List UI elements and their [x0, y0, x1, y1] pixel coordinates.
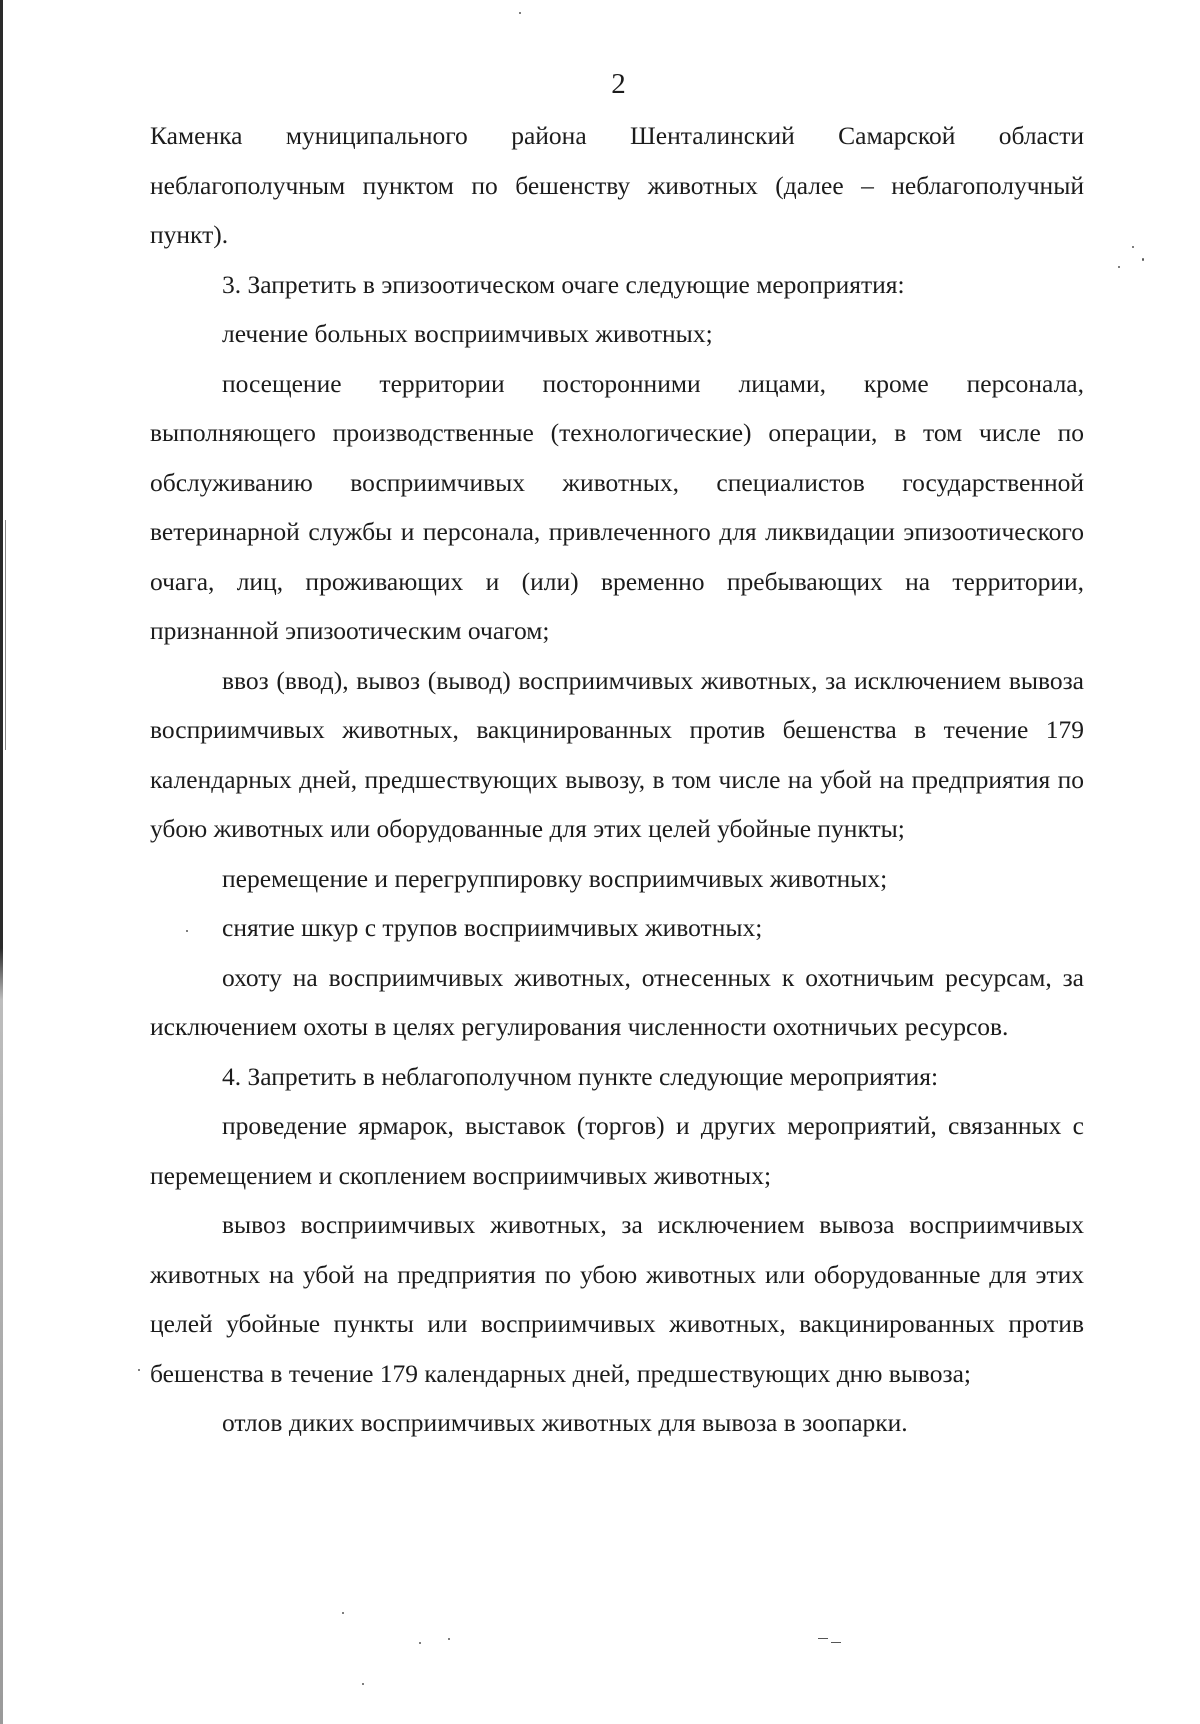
paragraph-item-4: 4. Запретить в неблагополучном пункте следующие мероприятия: [222, 1061, 939, 1091]
paragraph-item-4-capture: отлов диких восприимчивых животных для вывоза в зоопарки. [222, 1408, 908, 1437]
paragraph-item-3-hunting: охоту на восприимчивых животных, отнесенных к охотничьим ресурсам, за исключением охоты в целях регулирования численности охотничьих ресурсов. [150, 962, 1084, 1041]
paragraph-item-3-import-export: ввоз (ввод), вывоз (вывод) восприимчивых животных, за исключением вывоза восприимчивых животных, вакцинированных против бешенства в течение 179 календарных дней, предшествующих вывозу, в том числе на убой на предприятия по убою животных или оборудованные для этих целей убойные пункты; [150, 665, 1084, 843]
document-body [150, 111, 1084, 1448]
scan-speck [342, 1612, 344, 1614]
paragraph-continuation: Каменка муниципального района Шенталинский Самарской области неблагополучным пунктом по бешенству животных (далее – неблагополучный пункт). [150, 121, 1084, 249]
paragraph-item-3-treatment: лечение больных восприимчивых животных; [222, 319, 713, 348]
scan-speck [1118, 266, 1120, 268]
paragraph-item-3: 3. Запретить в эпизоотическом очаге следующие мероприятия: [222, 269, 905, 299]
scan-speck [519, 12, 521, 14]
scan-speck [1132, 246, 1134, 248]
scan-speck [448, 1638, 450, 1640]
scan-speck [818, 1638, 828, 1639]
paragraph-item-3-regrouping: перемещение и перегруппировку восприимчивых животных; [222, 863, 888, 893]
scan-speck [831, 1642, 841, 1643]
scan-speck [419, 1642, 421, 1644]
page-number: 2 [611, 68, 627, 100]
paragraph-item-3-skins: снятие шкур с трупов восприимчивых животных; [222, 913, 763, 942]
paragraph-item-4-fairs: проведение ярмарок, выставок (торгов) и других мероприятий, связанных с перемещением и скоплением восприимчивых животных; [150, 1111, 1084, 1190]
scan-speck [186, 930, 188, 932]
scan-speck [362, 1683, 364, 1685]
scan-speck [1142, 258, 1144, 261]
scan-speck [138, 1369, 140, 1371]
scan-edge-mark [5, 520, 6, 750]
paragraph-item-3-visits: посещение территории посторонними лицами, кроме персонала, выполняющего производственные (технологические) операции, в том числе по обслуживанию восприимчивых животных, специалистов государственной ветеринарной службы и персонала, привлеченного для ликвидации эпизоотического очага, лиц, проживающих и (или) временно пребывающих на территории, признанной эпизоотическим очагом; [150, 368, 1084, 645]
paragraph-item-4-export: вывоз восприимчивых животных, за исключением вывоза восприимчивых животных на убой на предприятия по убою животных или оборудованные для этих целей убойные пункты или восприимчивых животных, вакцинированных против бешенства в течение 179 календарных дней, предшествующих дню вывоза; [150, 1210, 1084, 1388]
scan-left-edge [0, 0, 3, 1724]
